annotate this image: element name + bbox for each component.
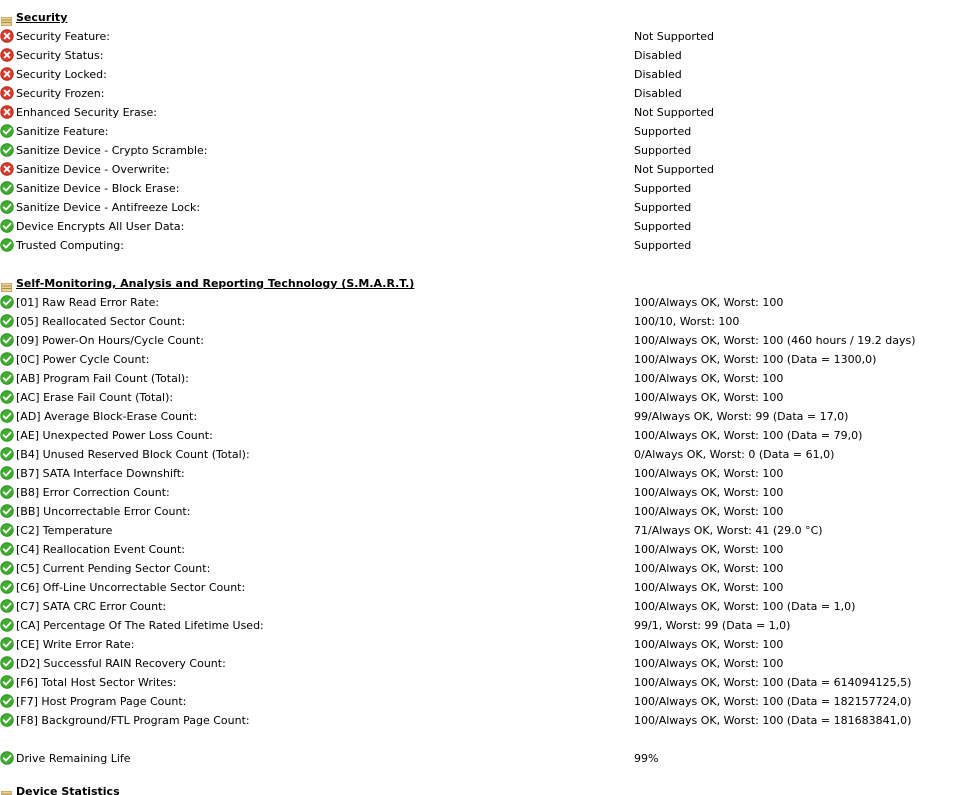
row-value: Not Supported [634,30,715,43]
row-label: Security Feature: [16,30,110,43]
row-value: Not Supported [634,163,715,176]
row-value: 100/Always OK, Worst: 100 [634,486,784,499]
row-value: Supported [634,125,692,138]
smart-rows [0,293,962,730]
report-row [0,445,962,464]
row-value: 100/10, Worst: 100 [634,315,740,328]
section-header-icon [1,279,12,288]
report-row [0,559,962,578]
spacer [0,255,962,274]
check-circle-icon [0,618,14,632]
report-row [0,65,962,84]
row-label: Security Locked: [16,68,107,81]
x-circle-icon [0,67,14,81]
check-circle-icon [0,371,14,385]
check-circle-icon [0,181,14,195]
row-label: Trusted Computing: [16,239,124,252]
row-value: 100/Always OK, Worst: 100 (Data = 1300,0) [634,353,877,366]
x-circle-icon [0,48,14,62]
row-label: Sanitize Device - Antifreeze Lock: [16,201,201,214]
row-label: [AE] Unexpected Power Loss Count: [16,429,213,442]
row-label: [09] Power-On Hours/Cycle Count: [16,334,204,347]
check-circle-icon [0,675,14,689]
row-value: 100/Always OK, Worst: 100 [634,562,784,575]
section-title: Device Statistics [16,785,120,795]
check-circle-icon [0,599,14,613]
check-circle-icon [0,219,14,233]
x-circle-icon [0,162,14,176]
report-row [0,369,962,388]
check-circle-icon [0,713,14,727]
row-label: [C2] Temperature [16,524,113,537]
row-label: [C6] Off-Line Uncorrectable Sector Count: [16,581,246,594]
report-row [0,692,962,711]
report-row [0,464,962,483]
row-label: Sanitize Device - Overwrite: [16,163,170,176]
check-circle-icon [0,333,14,347]
report-row [0,654,962,673]
row-value: 100/Always OK, Worst: 100 (Data = 614094125,5) [634,676,912,689]
report-row [0,312,962,331]
row-label: [F7] Host Program Page Count: [16,695,187,708]
check-circle-icon [0,656,14,670]
row-label: [F8] Background/FTL Program Page Count: [16,714,250,727]
section-header-security [0,8,962,27]
report-row [0,198,962,217]
row-value: 100/Always OK, Worst: 100 [634,505,784,518]
check-circle-icon [0,409,14,423]
row-label: [CE] Write Error Rate: [16,638,135,651]
report-row [0,236,962,255]
check-circle-icon [0,447,14,461]
check-circle-icon [0,238,14,252]
section-header-icon [1,787,12,795]
row-value: Disabled [634,49,682,62]
spacer [0,768,962,782]
check-circle-icon [0,751,14,765]
drive-remaining-life-row [0,749,962,768]
report-row [0,426,962,445]
row-value: 0/Always OK, Worst: 0 (Data = 61,0) [634,448,835,461]
row-label: Enhanced Security Erase: [16,106,157,119]
check-circle-icon [0,523,14,537]
row-label: [BB] Uncorrectable Error Count: [16,505,191,518]
row-value: 99/1, Worst: 99 (Data = 1,0) [634,619,791,632]
report-row [0,540,962,559]
row-label: [C5] Current Pending Sector Count: [16,562,211,575]
row-label: Sanitize Device - Block Erase: [16,182,180,195]
check-circle-icon [0,637,14,651]
report-row [0,597,962,616]
row-value: 100/Always OK, Worst: 100 [634,581,784,594]
row-label: Sanitize Device - Crypto Scramble: [16,144,208,157]
report-row [0,635,962,654]
check-circle-icon [0,580,14,594]
row-label: [05] Reallocated Sector Count: [16,315,186,328]
report-row [0,521,962,540]
row-value: 100/Always OK, Worst: 100 (Data = 79,0) [634,429,863,442]
check-circle-icon [0,352,14,366]
row-value: Supported [634,182,692,195]
report-row [0,46,962,65]
check-circle-icon [0,124,14,138]
row-value: 100/Always OK, Worst: 100 (Data = 182157724,0) [634,695,912,708]
report-row [0,103,962,122]
check-circle-icon [0,485,14,499]
row-label: [0C] Power Cycle Count: [16,353,150,366]
section-title: Self-Monitoring, Analysis and Reporting Technology (S.M.A.R.T.) [16,277,415,290]
report-row [0,27,962,46]
check-circle-icon [0,504,14,518]
row-label: Device Encrypts All User Data: [16,220,185,233]
row-value: 100/Always OK, Worst: 100 [634,657,784,670]
row-value: 100/Always OK, Worst: 100 [634,296,784,309]
report-row [0,179,962,198]
row-value: Supported [634,201,692,214]
report-row [0,616,962,635]
report-row [0,350,962,369]
check-circle-icon [0,314,14,328]
report-row [0,217,962,236]
row-value: 99% [634,752,659,765]
row-value: 100/Always OK, Worst: 100 (Data = 181683841,0) [634,714,912,727]
section-title: Security [16,11,68,24]
row-value: 100/Always OK, Worst: 100 [634,391,784,404]
row-label: [CA] Percentage Of The Rated Lifetime Used: [16,619,264,632]
row-label: [AD] Average Block-Erase Count: [16,410,198,423]
row-value: 100/Always OK, Worst: 100 (460 hours / 19.2 days) [634,334,916,347]
row-value: 71/Always OK, Worst: 41 (29.0 °C) [634,524,823,537]
check-circle-icon [0,200,14,214]
row-value: 100/Always OK, Worst: 100 [634,467,784,480]
report-row [0,483,962,502]
section-header-icon [1,13,12,22]
row-value: 100/Always OK, Worst: 100 [634,372,784,385]
check-circle-icon [0,561,14,575]
report-row [0,502,962,521]
report-row [0,388,962,407]
x-circle-icon [0,86,14,100]
report-row [0,84,962,103]
row-value: 100/Always OK, Worst: 100 [634,543,784,556]
report-row [0,141,962,160]
row-label: [C4] Reallocation Event Count: [16,543,185,556]
check-circle-icon [0,295,14,309]
row-value: Supported [634,220,692,233]
row-value: 100/Always OK, Worst: 100 (Data = 1,0) [634,600,856,613]
row-label: [C7] SATA CRC Error Count: [16,600,167,613]
check-circle-icon [0,542,14,556]
row-value: 100/Always OK, Worst: 100 [634,638,784,651]
row-label: [AB] Program Fail Count (Total): [16,372,189,385]
report-row [0,122,962,141]
row-label: [B8] Error Correction Count: [16,486,170,499]
report-row [0,293,962,312]
report-row [0,407,962,426]
row-label: [AC] Erase Fail Count (Total): [16,391,174,404]
row-label: Security Status: [16,49,104,62]
row-label: [01] Raw Read Error Rate: [16,296,160,309]
report-row [0,331,962,350]
check-circle-icon [0,428,14,442]
spacer [0,730,962,749]
row-label: [F6] Total Host Sector Writes: [16,676,177,689]
check-circle-icon [0,466,14,480]
check-circle-icon [0,694,14,708]
x-circle-icon [0,29,14,43]
row-value: Disabled [634,87,682,100]
check-circle-icon [0,390,14,404]
check-circle-icon [0,143,14,157]
row-label: [B4] Unused Reserved Block Count (Total): [16,448,250,461]
report-row [0,160,962,179]
section-header-smart [0,274,962,293]
row-label: Security Frozen: [16,87,105,100]
row-value: 99/Always OK, Worst: 99 (Data = 17,0) [634,410,849,423]
report-row [0,711,962,730]
x-circle-icon [0,105,14,119]
row-value: Not Supported [634,106,715,119]
report-row [0,673,962,692]
row-label: [B7] SATA Interface Downshift: [16,467,185,480]
row-label: [D2] Successful RAIN Recovery Count: [16,657,226,670]
smart-report [0,8,962,795]
report-row [0,578,962,597]
security-rows [0,27,962,255]
row-value: Disabled [634,68,682,81]
row-value: Supported [634,144,692,157]
row-label: Sanitize Feature: [16,125,109,138]
row-value: Supported [634,239,692,252]
row-label: Drive Remaining Life [16,752,131,765]
section-header-device-statistics [0,782,962,795]
